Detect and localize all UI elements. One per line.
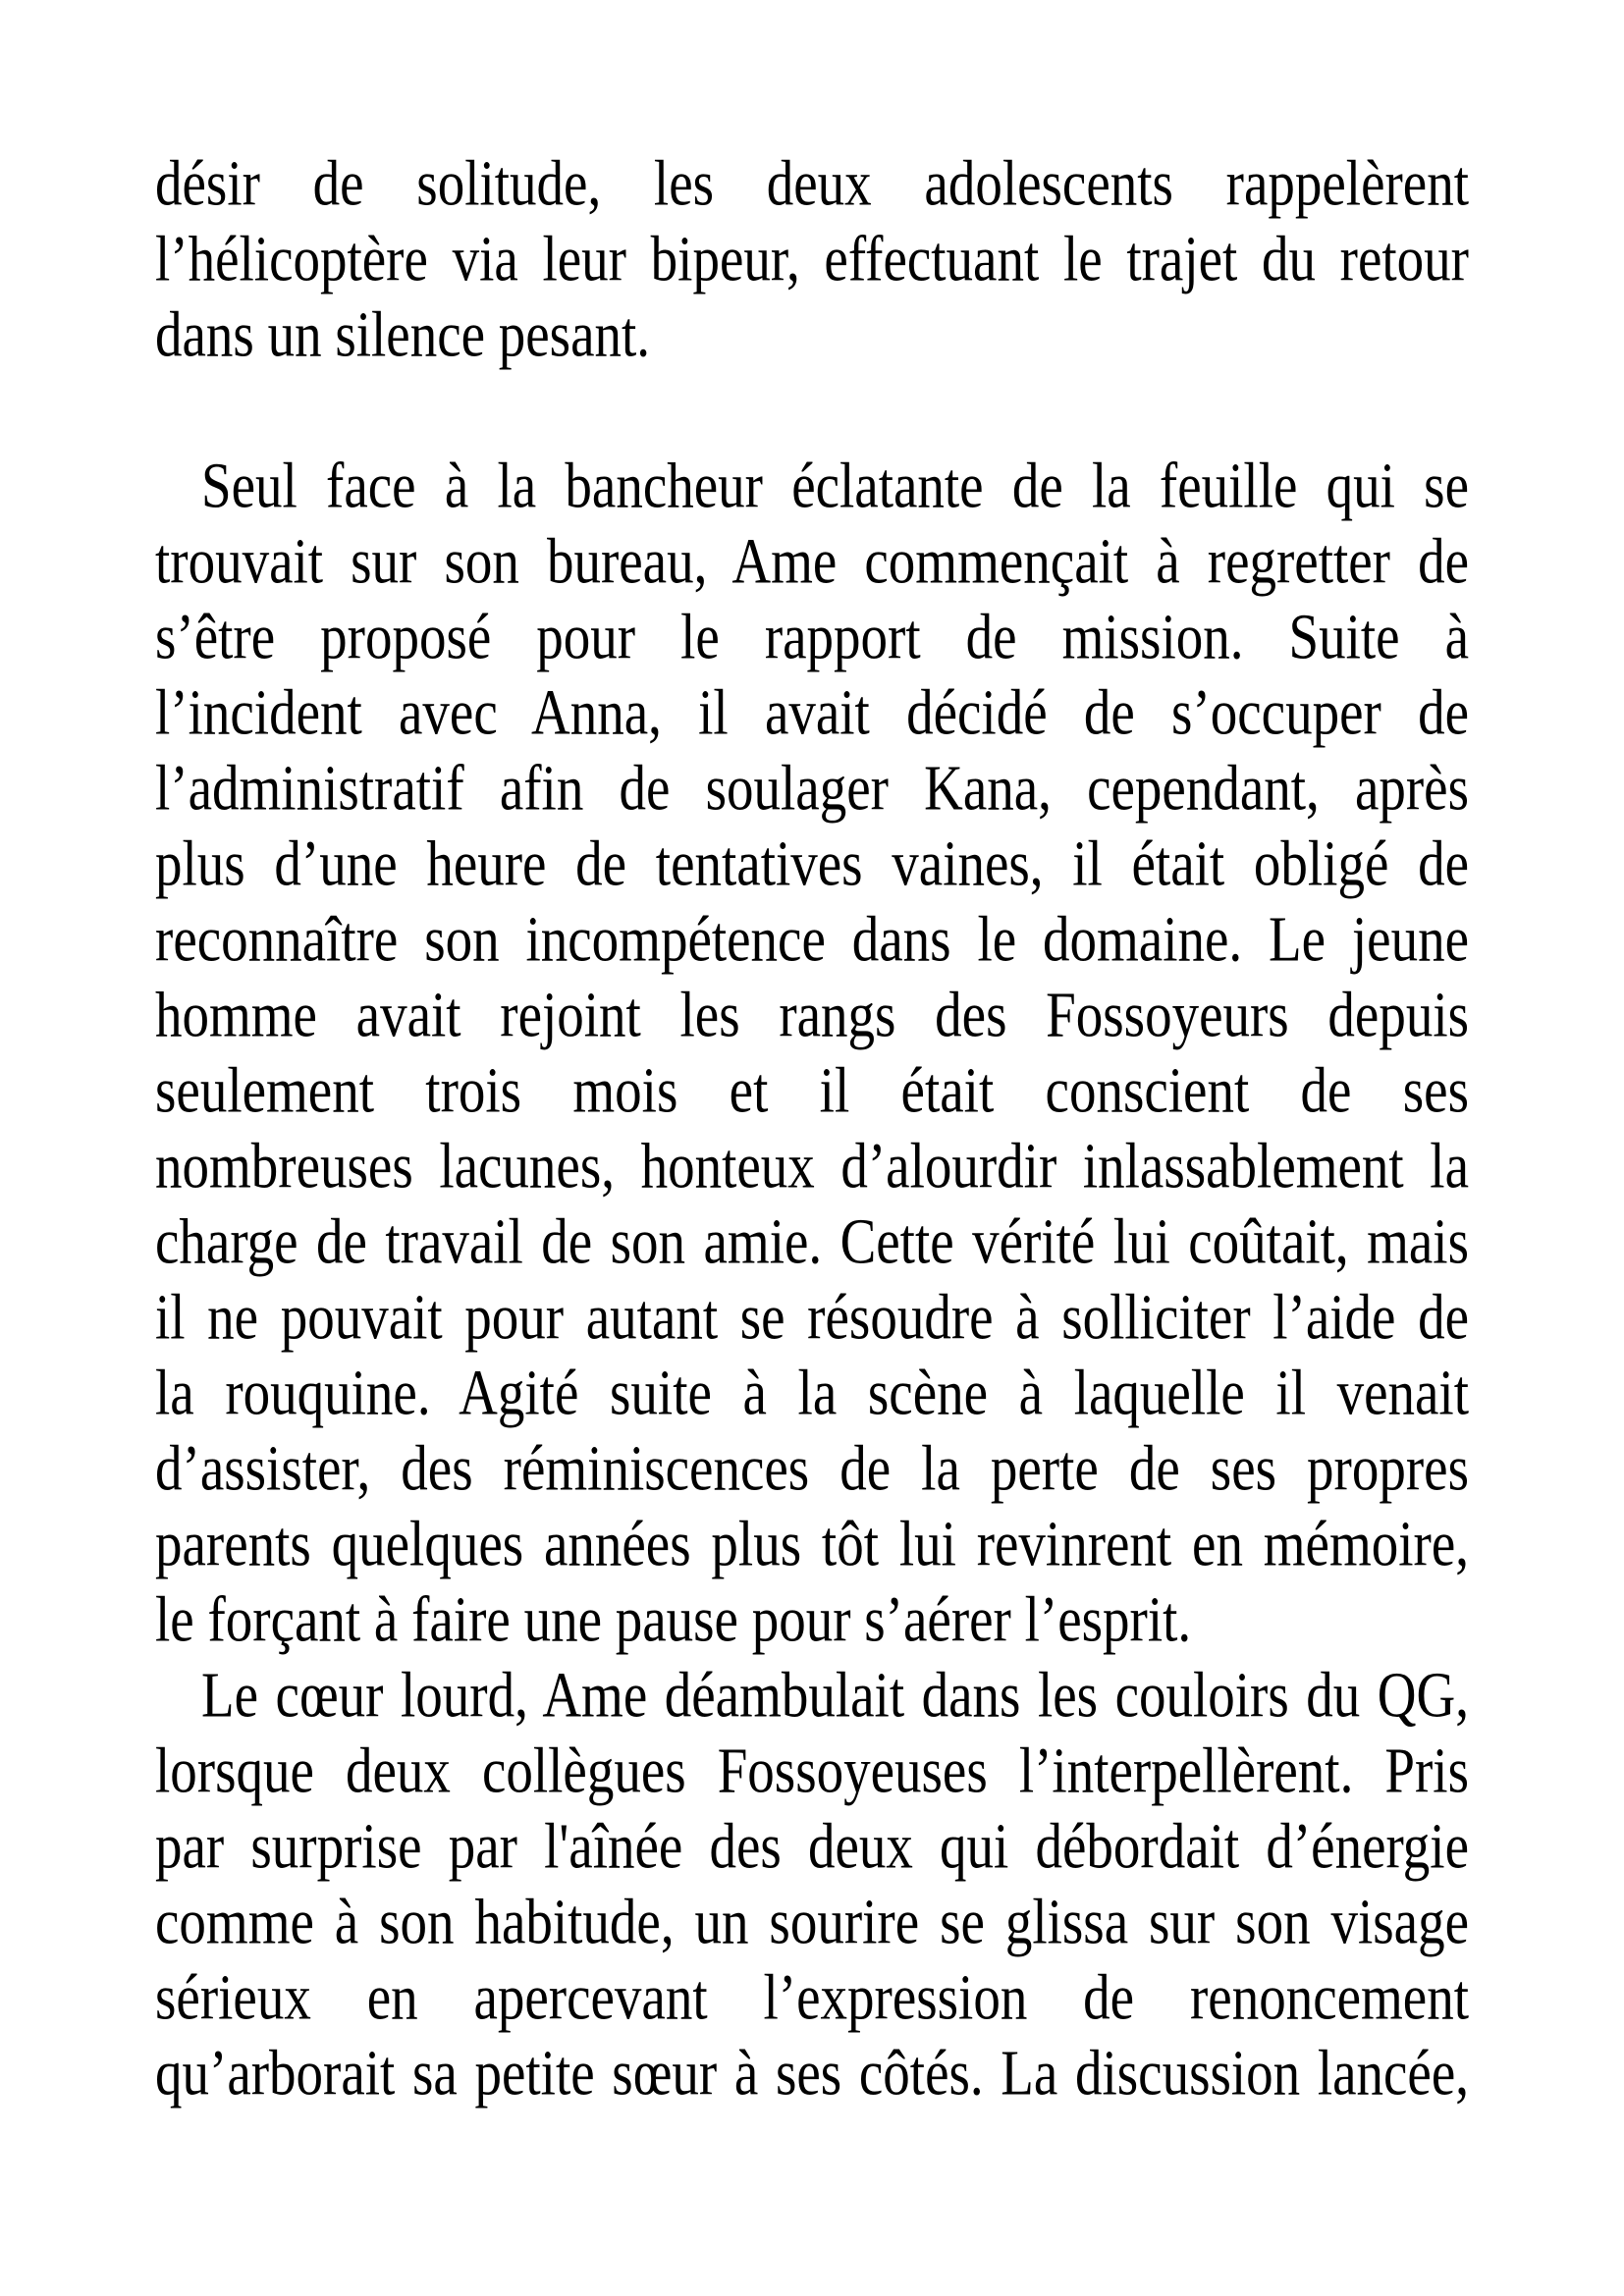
text-block [155,145,1469,2110]
text-line: l’incident avec Anna, il avait décidé de s’occuper de [155,676,1469,748]
text-line: seulement trois mois et il était conscient de ses [155,1054,1469,1126]
text-line: l’hélicoptère via leur bipeur, effectuant le trajet du retour [155,223,1469,294]
paragraph-2 [155,448,1469,1657]
text-line: sérieux en apercevant l’expression de renoncement [155,1961,1469,2033]
paragraph-3 [155,1657,1469,2110]
text-line: trouvait sur son bureau, Ame commençait à regretter de [155,525,1469,597]
text-line: Seul face à la bancheur éclatante de la feuille qui se [201,450,1469,521]
text-line: il ne pouvait pour autant se résoudre à solliciter l’aide de [155,1281,1469,1353]
text-line: lorsque deux collègues Fossoyeuses l’interpellèrent. Pris [155,1735,1469,1806]
text-line: charge de travail de son amie. Cette vérité lui coûtait, mais [155,1205,1469,1277]
text-line: le forçant à faire une pause pour s’aérer l’esprit. [155,1583,1192,1655]
text-line: dans un silence pesant. [155,298,651,370]
text-line: homme avait rejoint les rangs des Fossoyeurs depuis [155,979,1469,1050]
text-line: qu’arborait sa petite sœur à ses côtés. La discussion lancée, [155,2037,1469,2109]
paragraph-1 [155,145,1469,372]
text-line: nombreuses lacunes, honteux d’alourdir inlassablement la [155,1130,1469,1201]
text-line: la rouquine. Agité suite à la scène à laquelle il venait [155,1357,1469,1428]
text-line: reconnaître son incompétence dans le domaine. Le jeune [155,903,1469,975]
text-line: l’administratif afin de soulager Kana, cependant, après [155,752,1469,824]
text-line: par surprise par l'aînée des deux qui débordait d’énergie [155,1810,1469,1882]
text-line: plus d’une heure de tentatives vaines, il était obligé de [155,828,1469,899]
text-line: désir de solitude, les deux adolescents rappelèrent [155,147,1469,219]
text-line: comme à son habitude, un sourire se glissa sur son visage [155,1886,1469,1957]
text-line: Le cœur lourd, Ame déambulait dans les couloirs du QG, [201,1659,1469,1731]
text-line: d’assister, des réminiscences de la perte de ses propres [155,1432,1469,1504]
text-line: parents quelques années plus tôt lui revinrent en mémoire, [155,1508,1469,1579]
text-line: s’être proposé pour le rapport de mission. Suite à [155,601,1469,672]
